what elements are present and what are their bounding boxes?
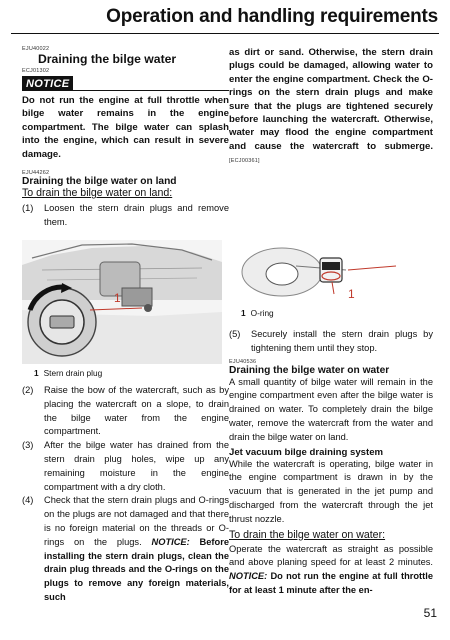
page-header bbox=[11, 0, 439, 40]
inline-notice-text: Do not run the engine at full throttle for at least 1 minute after the en- bbox=[229, 571, 433, 595]
step-text: After the bilge water has drained from the stern drain plug holes, wipe up any remaining moisture in the engine compartment with a dry cloth. bbox=[44, 440, 229, 492]
step-text: Securely install the stern drain plugs by tightening them until they stop. bbox=[251, 329, 433, 353]
step-text: Raise the bow of the watercraft, such as by placing the watercraft on a slope, to drain the bilge water from the engine compartment. bbox=[44, 385, 229, 437]
notice-text: Do not run the engine at full throttle when bilge water remains in the engine compartment. The bilge water can splash into the engine, which can result in severe damage. bbox=[22, 95, 229, 160]
figure-callout-1: 1 bbox=[114, 291, 121, 305]
step-number: (4) bbox=[22, 495, 34, 506]
left-column bbox=[22, 46, 229, 230]
subsection-code: EJU40536 bbox=[229, 358, 257, 365]
right-column bbox=[229, 46, 433, 169]
step-number: (2) bbox=[22, 385, 34, 395]
inline-notice-label: NOTICE: bbox=[229, 571, 268, 582]
procedure-heading: To drain the bilge water on water: bbox=[229, 528, 386, 541]
right-lower bbox=[229, 308, 433, 598]
paragraph: While the watercraft is operating, bilge water in the engine compartment is drawn in by the vacuum that is generated in the jet pump and discharged from the watercraft through the jet thrust nozzle. bbox=[229, 458, 433, 524]
subsection-heading: Draining the bilge water on land bbox=[22, 176, 177, 188]
stern-drain-plug-figure bbox=[22, 240, 222, 364]
notice-rule bbox=[73, 76, 229, 91]
inline-notice-label: NOTICE: bbox=[151, 536, 190, 547]
figure-caption bbox=[241, 308, 433, 318]
caption-number: 1 bbox=[34, 368, 39, 378]
page-heading: Draining the bilge water bbox=[38, 52, 177, 66]
paragraph: A small quantity of bilge water will remain in the engine compartment even after the bilge water is drained on water. To completely drain the bilge water, remove the watercraft from the water and drain the bilge water on land. bbox=[229, 376, 433, 442]
step-number: (1) bbox=[22, 203, 34, 214]
o-ring-figure bbox=[236, 236, 428, 306]
step-2 bbox=[22, 384, 229, 439]
notice-code: [ECJ00361] bbox=[229, 158, 260, 165]
step-text: Loosen the stern drain plugs and remove them. bbox=[44, 203, 229, 227]
section-code: EJU40022 bbox=[22, 46, 50, 52]
caption-text: Stern drain plug bbox=[43, 368, 103, 378]
procedure-heading: To drain the bilge water on land: bbox=[22, 187, 173, 200]
subsection-heading: Draining the bilge water on water bbox=[229, 364, 390, 376]
left-lower bbox=[22, 368, 229, 605]
section-title: Operation and handling requirements bbox=[106, 6, 438, 27]
notice-label: NOTICE bbox=[22, 76, 73, 91]
figure-callout-1: 1 bbox=[348, 287, 355, 301]
caption-number: 1 bbox=[241, 308, 246, 318]
caption-text: O-ring bbox=[250, 308, 274, 318]
notice-continued-text: as dirt or sand. Otherwise, the stern drain plugs could be damaged, allowing water to enter the engine compartment. Check the O-rings on the stern drain plugs and make sure that the plugs are tightened securely before launching the watercraft. Otherwise, water may flood the engine compartment and cause the watercraft to submerge. bbox=[229, 47, 433, 152]
paragraph: Operate the watercraft as straight as possible and above planing speed for at least 2 minutes. bbox=[229, 543, 433, 568]
inline-notice-text: Before installing the stern drain plugs, clean the drain plug threads and the O-rings on the plugs to remove any foreign materials, such bbox=[44, 536, 229, 602]
step-3 bbox=[22, 439, 229, 494]
step-number: (5) bbox=[229, 329, 241, 339]
step-1 bbox=[22, 202, 229, 230]
notice-header bbox=[22, 76, 229, 91]
step-5 bbox=[229, 328, 433, 356]
step-4 bbox=[22, 494, 229, 604]
step-number: (3) bbox=[22, 440, 34, 451]
figure-caption bbox=[34, 368, 229, 378]
jet-heading: Jet vacuum bilge draining system bbox=[229, 446, 384, 458]
page-number: 51 bbox=[423, 606, 437, 620]
notice-code: ECJ01302 bbox=[22, 68, 50, 74]
subsection-code: EJU44262 bbox=[22, 170, 50, 177]
step-text: Check that the stern drain plugs and O-rings on the plugs are not damaged and that there is no foreign material on the threads or O-rings on the plugs. bbox=[44, 495, 229, 547]
header-rule bbox=[11, 33, 439, 34]
